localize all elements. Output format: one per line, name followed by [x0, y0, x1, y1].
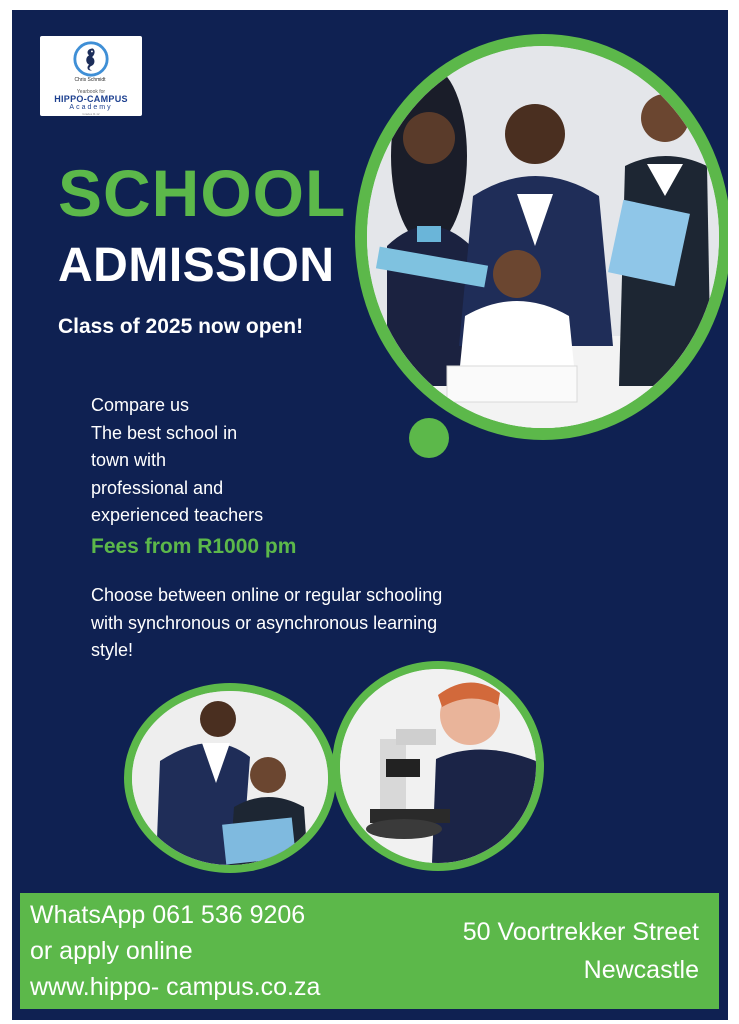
choose-line: with synchronous or asynchronous learning [91, 612, 438, 633]
hero-photo-circle [355, 34, 728, 440]
street-address: 50 Voortrekker Street [462, 918, 699, 946]
apply-online-text: or apply online [30, 937, 193, 965]
teacher-student-photo-circle [124, 683, 336, 873]
microscope-photo [340, 669, 536, 863]
headline-admission: ADMISSION [58, 239, 335, 292]
headline-school: SCHOOL [58, 156, 347, 230]
school-logo [40, 36, 142, 116]
compare-line: town with [91, 450, 167, 470]
hero-photo [367, 46, 719, 428]
contact-panel [20, 893, 719, 1009]
choose-line: style! [91, 640, 134, 660]
logo-motto: Yearbook for [76, 89, 106, 95]
headline-subtitle: Class of 2025 now open! [58, 315, 304, 338]
compare-text [91, 392, 263, 530]
decorative-green-dot [409, 418, 449, 458]
contact-details [30, 897, 320, 1005]
logo-school-name: HIPPO-CAMPUS [54, 94, 128, 104]
website-url: www.hippo- campus.co.za [30, 973, 321, 1001]
logo-tagline: Chris Schmidt [74, 77, 106, 83]
teacher-student-photo [132, 691, 328, 865]
choose-line: Choose between online or regular schooling [91, 585, 443, 605]
compare-line: Compare us [91, 395, 190, 415]
microscope-photo-circle [332, 661, 544, 871]
compare-line: The best school in [91, 422, 238, 443]
logo-subtitle: Academy [69, 104, 113, 111]
admission-flyer [12, 10, 728, 1020]
fees-text: Fees from R1000 pm [91, 535, 297, 558]
logo-grades: Grades R-12 [82, 112, 100, 116]
choose-text [91, 582, 531, 665]
whatsapp-number: WhatsApp 061 536 9206 [30, 901, 306, 929]
address [463, 913, 699, 989]
compare-line: experienced teachers [91, 505, 264, 525]
city: Newcastle [583, 956, 699, 984]
compare-line: professional and [91, 477, 224, 498]
seahorse-logo-icon [72, 40, 110, 78]
